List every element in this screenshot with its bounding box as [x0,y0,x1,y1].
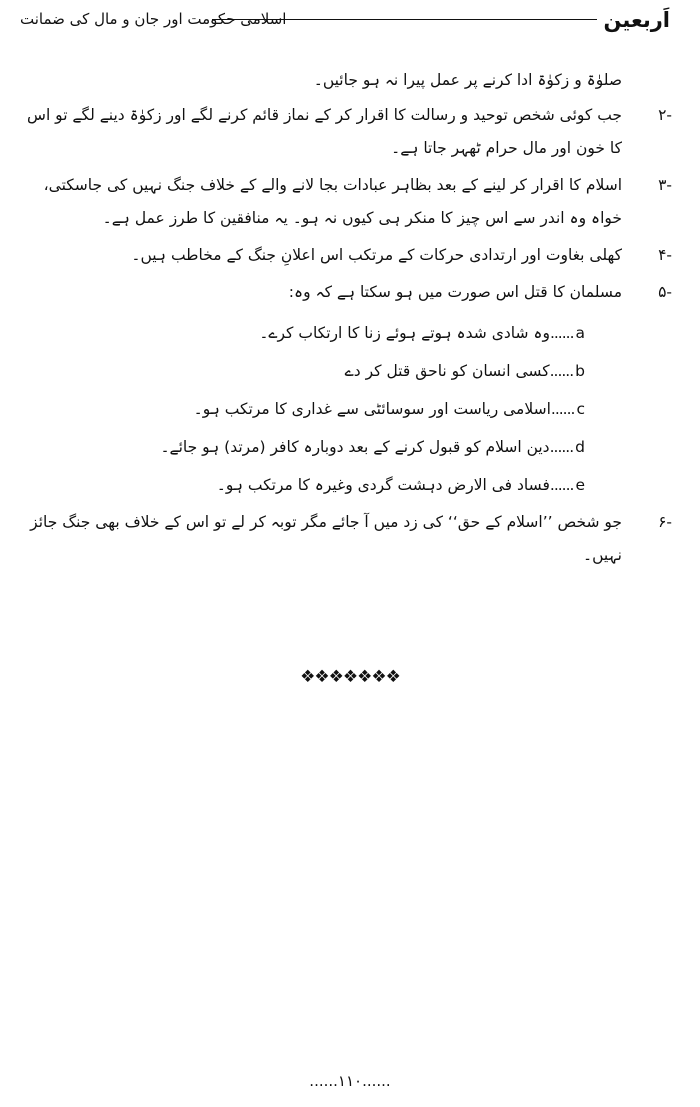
item-number: -۳ [658,176,672,194]
sub-item-dots: ...... [549,438,574,456]
sub-item-letter: e [575,476,585,494]
sub-item [14,355,680,388]
sub-item-dots: ...... [549,324,574,342]
sub-item [14,431,680,464]
page-header [0,0,700,40]
item-number: -۴ [658,246,672,264]
sub-item-letter: d [575,438,585,456]
sub-item-text: اسلامی ریاست اور سوسائٹی سے غداری کا مرتکب ہو۔ [193,400,551,418]
item-text: اسلام کا اقرار کر لینے کے بعد بظاہر عبادات بجا لانے والے کے خلاف جنگ نہیں کی جاسکتی، خواہ وہ اندر سے اس چیز کا منکر ہی کیوں نہ ہو۔ یہ منافقین کا طرز عمل ہے۔ [43,176,622,227]
item-number: -۶ [658,513,672,531]
list-item [14,239,680,272]
sub-item-letter: c [576,400,585,418]
sub-item-dots: ...... [550,400,575,418]
page-number: ......۱۱۰...... [309,1072,391,1090]
item-text: کھلی بغاوت اور ارتدادی حرکات کے مرتکب اس اعلانِ جنگ کے مخاطب ہیں۔ [131,246,622,264]
continued-text: صلوٰۃ و زکوٰۃ ادا کرنے پر عمل پیرا نہ ہو جائیں۔ [313,71,622,89]
sub-item-text: دین اسلام کو قبول کرنے کے بعد دوبارہ کافر (مرتد) ہو جائے۔ [160,438,550,456]
list-item [14,506,680,572]
sub-item-letter: a [575,324,585,342]
sub-item [14,393,680,426]
item-text: جو شخص ’’اسلام کے حق‘‘ کی زد میں آ جائے مگر توبہ کر لے تو اس کے خلاف بھی جنگ جائز نہیں۔ [30,513,622,564]
sub-item-text: فساد فی الارض دہشت گردی وغیرہ کا مرتکب ہو۔ [216,476,550,494]
sub-item [14,469,680,502]
chapter-title: اسلامی حکومت اور جان و مال کی ضمانت [20,10,287,28]
list-item [14,169,680,235]
item-text: مسلمان کا قتل اس صورت میں ہو سکتا ہے کہ وہ: [288,283,622,301]
sub-item-dots: ...... [549,362,574,380]
item-number: -۲ [658,106,672,124]
item-number: -۵ [658,283,672,301]
sub-item-text: وہ شادی شدہ ہوتے ہوئے زنا کا ارتکاب کرے۔ [259,324,550,342]
sub-item-letter: b [575,362,585,380]
section-ornament: ❖❖❖❖❖❖❖ [300,667,400,687]
list-item [14,99,680,165]
list-item [14,276,680,309]
page-body [14,64,680,572]
sub-item-dots: ...... [549,476,574,494]
item-text: جب کوئی شخص توحید و رسالت کا اقرار کر کے نماز قائم کرنے لگے اور زکوٰۃ دینے لگے تو اس کا خون اور مال حرام ٹھہر جاتا ہے۔ [27,106,622,157]
book-title: اَربعین [603,8,670,32]
sub-item [14,317,680,350]
sub-item-text: کسی انسان کو ناحق قتل کر دے [344,362,550,380]
